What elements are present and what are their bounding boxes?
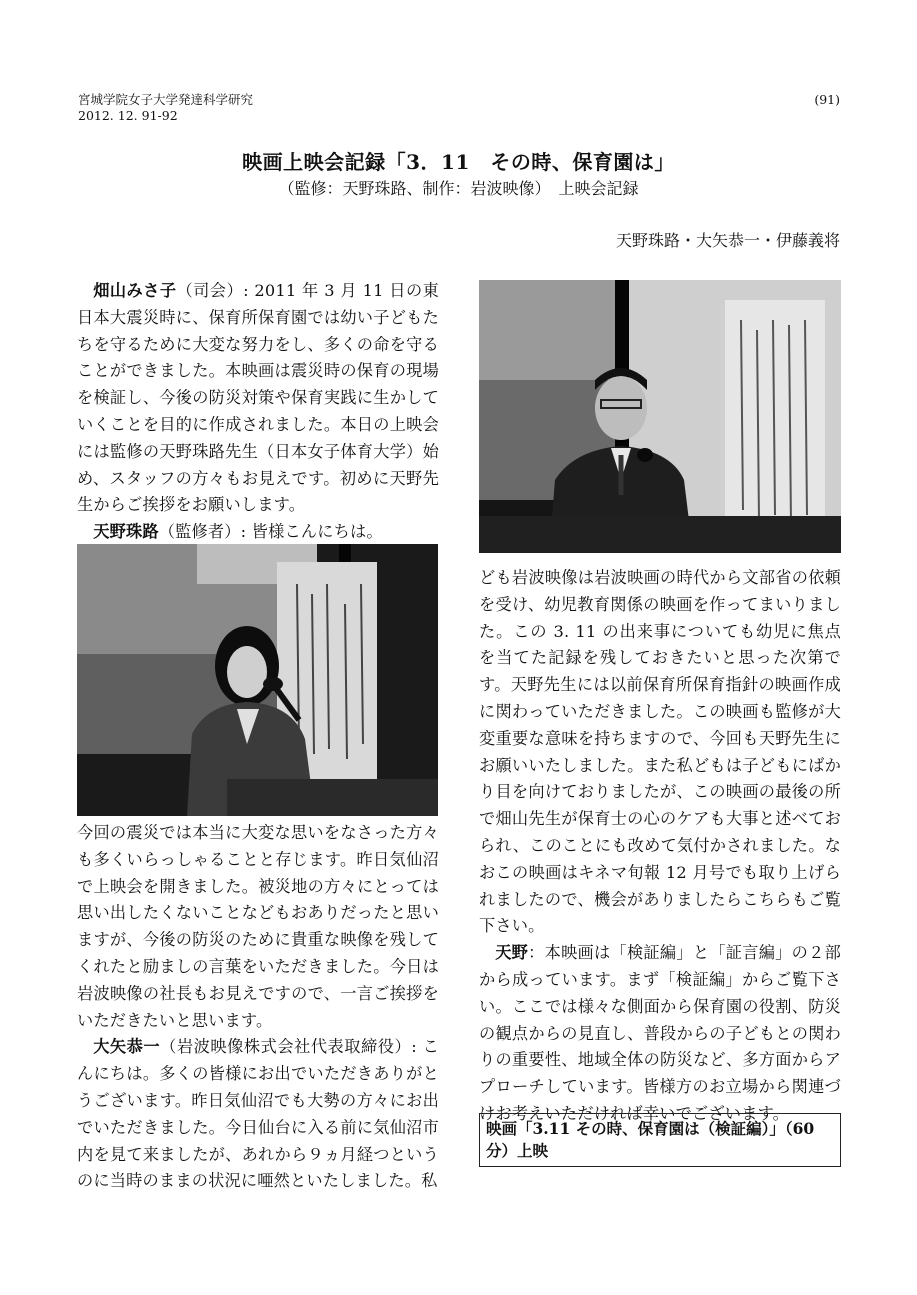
paragraph-oya (77, 1034, 439, 1195)
paragraph-text: （司会）: 2011 年 3 月 11 日の東日本大震災時に、保育所保育園では幼い子どもたちを守るために大変な努力をし、多くの命を守ることができました。本映画は震災時の保育の現場を検証し、今後の防災対策や保育実践に生かしていくことを目的に作成されました。本日の上映会には監修の天野珠路先生（日本女子体育大学）始め、スタッフの方々もお見えです。初めに天野先生からご挨拶をお願いします。 (77, 281, 439, 515)
speaker-name: 天野珠路 (93, 522, 159, 542)
photo-woman-speaker (77, 544, 438, 816)
journal-name: 宮城学院女子大学発達科学研究 (78, 92, 254, 107)
paragraph-text: （監修者）: 皆様こんにちは。 (158, 522, 383, 542)
paragraph-amano-greeting (77, 519, 439, 546)
left-column-top (77, 278, 439, 546)
paragraph-hatayama (77, 278, 439, 519)
screening-notice-box: 映画「3.11 その時、保育園は（検証編）」（60 分）上映 (479, 1113, 841, 1167)
journal-issue: 2012. 12. 91-92 (78, 108, 178, 123)
paragraph-amano-continued: 今回の震災では本当に大変な思いをなさった方々も多くいらっしゃることと存じます。昨日気仙沼で上映会を開きました。被災地の方々にとっては思い出したくないことなどもおありだったと思いますが、今後の防災のために貴重な映像を残してくれたと励ましの言葉をいただきました。今日は岩波映像の社長もお見えですので、一言ご挨拶をいただきたいと思います。 (77, 823, 439, 1030)
article-title: 映画上映会記録「3．11 その時、保育園は」 (242, 150, 675, 174)
journal-header (78, 92, 253, 124)
article-subtitle: （監修：天野珠路、制作：岩波映像） 上映会記録 (278, 179, 639, 198)
photo-man-speaker (479, 280, 841, 553)
article-authors: 天野珠路・大矢恭一・伊藤義将 (615, 231, 840, 250)
paragraph-oya-continued: ども岩波映像は岩波映画の時代から文部省の依頼を受け、幼児教育関係の映画を作ってまいりました。この 3. 11 の出来事についても幼児に焦点を当てた記録を残しておきたいと思った次第です。天野先生には以前保育所保育指針の映画作成に関わっていただきました。この映画も監修が大変重要な意味を持ちますので、今回も天野先生にお願いいたしました。また私どもは子どもにばかり目を向けておりましたが、この映画の最後の所で畑山先生が保育士の心のケアも大事と述べておられ、このことにも改めて気付かされました。なおこの映画はキネマ旬報 12 月号でも取り上げられましたので、機会がありましたらこちらもご覧下さい。 (479, 568, 841, 936)
paragraph-amano-explanation (479, 940, 841, 1128)
speaker-name: 畑山みさ子 (93, 281, 177, 300)
speaker-name: 大矢恭一 (93, 1037, 161, 1057)
right-column (479, 565, 841, 1128)
page-number: (91) (814, 92, 840, 107)
speaker-name: 天野 (495, 943, 529, 963)
paragraph-text: ：本映画は「検証編」と「証言編」の２部から成っています。まず「検証編」からご覧下さい。ここでは様々な側面から保育園の役割、防災の観点からの見直し、普段からの子どもとの関わりの重要性、地域全体の防災など、多方面からアプローチしています。皆様方のお立場から関連づけお考えいただければ幸いでございます。 (479, 943, 841, 1123)
paragraph-text: （岩波映像株式会社代表取締役）: こんにちは。多くの皆様にお出でいただきありがとうございます。昨日気仙沼でも大勢の方々にお出でいただきました。今日仙台に入る前に気仙沼市内を見て来ましたが、あれから９ヵ月経つというのに当時のままの状況に唖然といたしました。私 (77, 1037, 439, 1191)
left-column-bottom (77, 820, 439, 1195)
